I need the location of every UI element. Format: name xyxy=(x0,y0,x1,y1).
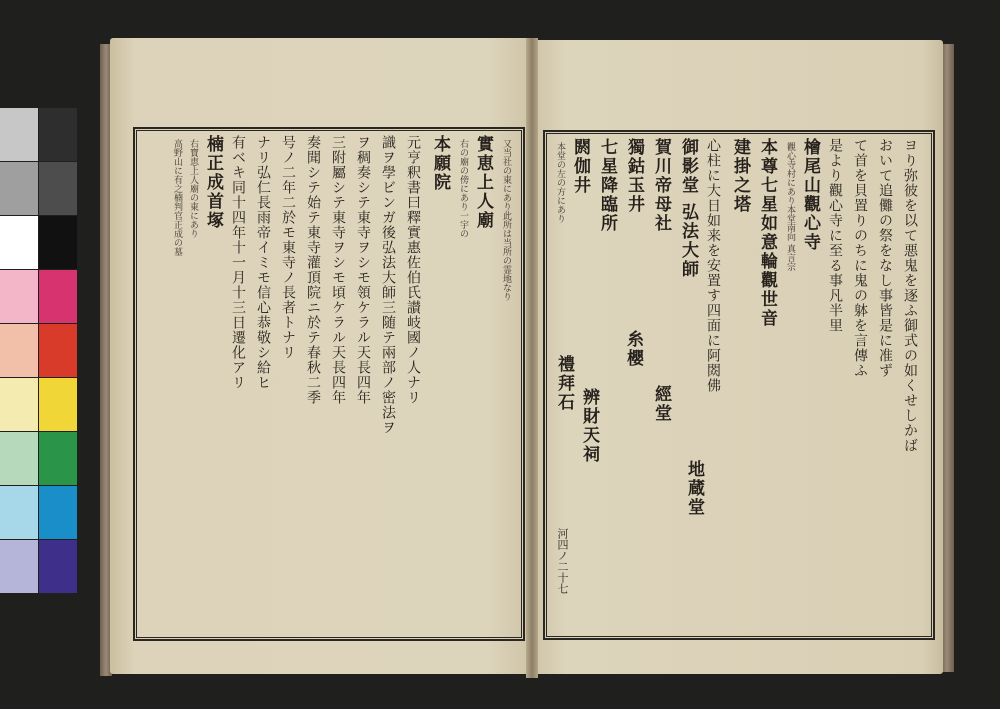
annotation-column: 右寶恵上人廟の東にあり xyxy=(188,139,198,238)
color-swatch xyxy=(39,270,77,323)
annotation-column: 右の廟の傍にあり一宇の xyxy=(458,139,468,238)
section-heading: 實恵上人廟 xyxy=(473,135,493,230)
book-gutter xyxy=(526,38,538,678)
color-swatch xyxy=(0,540,38,593)
color-swatch xyxy=(0,162,38,215)
annotation-column: 又当社の東にあり此所は当所の霊地なり xyxy=(501,139,511,301)
section-heading: 七星降臨所 xyxy=(597,138,617,233)
section-heading: 御影堂 弘法大師 xyxy=(678,138,698,279)
left-text-columns xyxy=(137,135,517,630)
annotation-column: 觀心寺村にあり本堂南向 真言宗 xyxy=(785,142,795,271)
color-swatch xyxy=(39,432,77,485)
annotation-column: 本堂の左の方にあり xyxy=(555,142,565,223)
color-swatch xyxy=(0,486,38,539)
color-swatch xyxy=(0,324,38,377)
page-folio: 河四ノ二十七 xyxy=(556,528,569,594)
text-column: 号ノ二年二於モ東寺ノ長者トナリ xyxy=(280,135,296,360)
color-swatch xyxy=(0,378,38,431)
section-heading: 閼伽井 xyxy=(570,138,590,195)
section-heading: 賀川帝母社 xyxy=(651,138,671,233)
text-column: 識ヲ學ビンガ後弘法大師三随テ兩部ノ密法ヲ xyxy=(380,135,396,435)
text-column: て首を貝置りのちに鬼の躰を言傳ふ xyxy=(852,138,868,378)
label-itozakura: 糸櫻 xyxy=(623,330,643,368)
section-heading: 建掛之塔 xyxy=(730,138,750,214)
section-heading: 本尊七星如意輪觀世音 xyxy=(757,138,777,328)
section-heading: 本願院 xyxy=(430,135,450,192)
section-heading: 獨鈷玉井 xyxy=(624,138,644,214)
text-column: 有ベキ同十四年十一月十三日遷化アリ xyxy=(230,135,246,390)
text-column: おいて追儺の祭をなし事皆是に准ず xyxy=(877,138,893,378)
color-calibration-chart xyxy=(0,108,78,594)
color-swatch xyxy=(0,108,38,161)
text-column: 元亨釈書曰釋實惠佐伯氏讃岐國ノ人ナリ xyxy=(405,135,421,405)
color-swatch xyxy=(39,216,77,269)
text-column: 三附屬シテ東寺ヲシモ頃ケラル天長四年 xyxy=(330,135,346,405)
text-column: 奏聞シテ始テ東寺灌頂院ニ於テ春秋二季 xyxy=(305,135,321,405)
label-kyodo: 經堂 xyxy=(651,385,671,423)
label-jizodo: 地蔵堂 xyxy=(684,460,704,517)
section-heading: 檜尾山觀心寺 xyxy=(800,138,820,252)
text-column: 心柱に大日如来を安置す四面に阿閦佛 xyxy=(705,138,721,393)
right-text-columns xyxy=(548,138,928,630)
text-column: 是より觀心寺に至る事凡半里 xyxy=(827,138,843,333)
label-benzaiten: 辨財天祠 xyxy=(579,388,599,464)
label-raihaiseki: 禮拜石 xyxy=(554,355,574,412)
color-swatch xyxy=(39,540,77,593)
color-swatch xyxy=(39,378,77,431)
annotation-column: 高野山に有之楠判官正成の墓 xyxy=(172,139,182,256)
color-swatch xyxy=(39,108,77,161)
text-column: ヲ稠奏シテ東寺ヲシモ領ケラル天長四年 xyxy=(355,135,371,405)
section-heading: 楠正成首塚 xyxy=(203,135,223,230)
color-swatch xyxy=(39,162,77,215)
color-swatch xyxy=(0,216,38,269)
color-swatch xyxy=(39,324,77,377)
color-swatch xyxy=(0,432,38,485)
color-swatch xyxy=(39,486,77,539)
color-swatch xyxy=(0,270,38,323)
text-column: ヨり弥彼を以て悪鬼を逐ふ御式の如くせしかば xyxy=(902,138,918,453)
text-column: ナリ弘仁長雨帝イミモ信心恭敬シ給ヒ xyxy=(255,135,271,390)
